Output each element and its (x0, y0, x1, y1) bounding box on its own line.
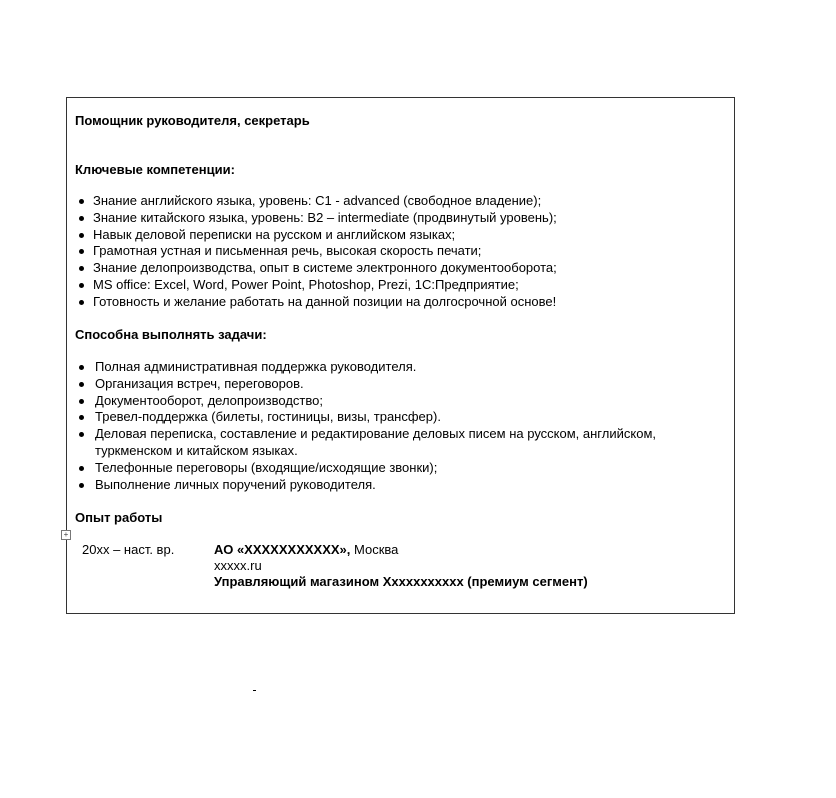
company-city: Москва (354, 542, 399, 557)
list-item: Знание делопроизводства, опыт в системе электронного документооборота; (75, 260, 715, 277)
competencies-heading: Ключевые компетенции: (75, 162, 235, 177)
company-name: АО «ХХХХХХХХХХХ», (214, 542, 351, 557)
list-item: Готовность и желание работать на данной позиции на долгосрочной основе! (75, 294, 715, 311)
list-item: Деловая переписка, составление и редактирование деловых писем на русском, английском, туркменском и китайском языках. (75, 426, 715, 460)
list-item: Знание английского языка, уровень: С1 - advanced (свободное владение); (75, 193, 715, 210)
tasks-list (75, 359, 715, 493)
list-item: Навык деловой переписки на русском и английском языках; (75, 227, 715, 244)
list-item: Знание китайского языка, уровень: В2 – intermediate (продвинутый уровень); (75, 210, 715, 227)
stray-mark (253, 690, 256, 691)
competencies-list (75, 193, 715, 311)
list-item: Документооборот, делопроизводство; (75, 393, 715, 410)
list-item: Грамотная устная и письменная речь, высокая скорость печати; (75, 243, 715, 260)
list-item: Выполнение личных поручений руководителя. (75, 477, 715, 494)
list-item: Телефонные переговоры (входящие/исходящие звонки); (75, 460, 715, 477)
table-move-handle-icon[interactable]: + (61, 530, 71, 540)
list-item: Полная административная поддержка руководителя. (75, 359, 715, 376)
resume-title: Помощник руководителя, секретарь (75, 113, 310, 128)
company-website: xxxxx.ru (214, 558, 262, 573)
list-item: Тревел-поддержка (билеты, гостиницы, визы, трансфер). (75, 409, 715, 426)
job-position: Управляющий магазином Ххххххххххх (премиум сегмент) (214, 574, 588, 589)
experience-details (214, 542, 588, 590)
tasks-heading: Способна выполнять задачи: (75, 327, 267, 342)
list-item: Организация встреч, переговоров. (75, 376, 715, 393)
experience-heading: Опыт работы (75, 510, 163, 525)
experience-period: 20хх – наст. вр. (82, 542, 175, 557)
list-item: MS office: Excel, Word, Power Point, Photoshop, Prezi, 1С:Предприятие; (75, 277, 715, 294)
